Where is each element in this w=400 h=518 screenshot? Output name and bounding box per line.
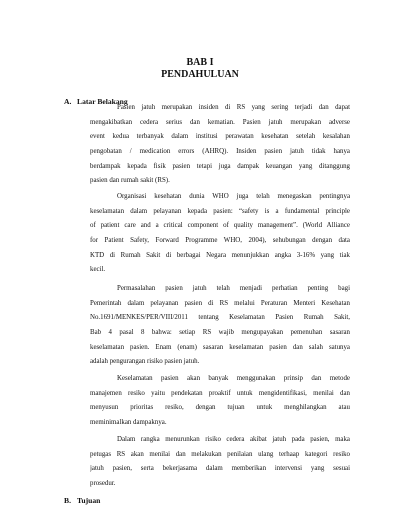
text-line: menyusun prioritas resiko, dengan tujuan untuk menghilangkan atau bbox=[90, 404, 350, 412]
section-number: A. bbox=[64, 97, 72, 106]
text-line: keselamatan dalam pelayanan kepada pasien: “safety is a fundamental principle bbox=[90, 207, 350, 215]
text-line: prosedur. bbox=[90, 480, 116, 488]
text-line: KTD di Rumah Sakit di berbagai Negara menunjukkan angka 3-16% yang tiak bbox=[90, 251, 350, 259]
chapter-number: BAB I bbox=[186, 57, 214, 68]
section-title: Tujuan bbox=[77, 496, 101, 505]
section-heading-tujuan bbox=[64, 496, 100, 505]
text-line: Pasien jatuh merupakan insiden di RS yang sering terjadi dan dapat bbox=[117, 104, 350, 111]
text-line: jatuh pasien, serta bekerjasama dalam memberikan intervensi yang sesuai bbox=[90, 465, 350, 473]
text-line: Bab 4 pasal 8 bahwa: setiap RS wajib mengupayakan pemenuhan sasaran bbox=[90, 329, 350, 337]
text-line: kecil. bbox=[90, 266, 106, 274]
section-title: Latar Belakang bbox=[77, 97, 128, 106]
text-line: event kedua terbanyak dalam institusi perawatan kesehatan setelah kesalahan bbox=[90, 133, 350, 141]
text-line: pengobatan / medication errors (AHRQ). Insiden pasien jatuh tidak hanya bbox=[90, 148, 350, 156]
section-number: B. bbox=[64, 496, 71, 505]
text-line: Organisasi kesehatan dunia WHO juga telah menegaskan pentingnya bbox=[117, 193, 350, 200]
paragraph-2 bbox=[90, 190, 350, 278]
text-line: mengakibatkan cedera serius dan kematian. Pasien jatuh merupakan adverse bbox=[90, 118, 350, 126]
text-line: keselamatan pasien. Enam (enam) sasaran keselamatan pasien dan salah satunya bbox=[90, 343, 350, 351]
paragraph-5 bbox=[90, 433, 350, 492]
text-line: No.1691/MENKES/PER/VIII/2011 tentang Keselamatan Pasien Rumah Sakit, bbox=[90, 314, 350, 322]
text-line: Dalam rangka menurunkan risiko cedera akibat jatuh pada pasien, maka bbox=[117, 436, 350, 443]
text-line: of patient care and a critical component of quality management”. (World Alliance bbox=[90, 222, 350, 230]
paragraph-4 bbox=[90, 372, 350, 431]
text-line: meminimalkan dampaknya. bbox=[90, 419, 167, 427]
paragraph-1 bbox=[90, 101, 350, 189]
text-line: for Patient Safety, Forward Programme WHO, 2004), sehubungan dengan data bbox=[90, 237, 350, 245]
text-line: Keselamatan pasien akan banyak menggunakan prinsip dan metode bbox=[117, 375, 350, 382]
text-line: Pemerintah dalam pelayanan pasien di RS melalui Peraturan Menteri Kesehatan bbox=[90, 299, 350, 307]
text-line: petugas RS akan menilai dan melakukan penilaian ulang terhaap kategori resiko bbox=[90, 450, 350, 458]
paragraph-3 bbox=[90, 282, 350, 370]
text-line: adalah pengurangan risiko pasien jatuh. bbox=[90, 358, 200, 366]
text-line: Permasalahan pasien jatuh telah menjadi perhatian penting bagi bbox=[117, 285, 350, 292]
text-line: pasien dan rumah sakit (RS). bbox=[90, 177, 170, 185]
chapter-title: PENDAHULUAN bbox=[161, 69, 239, 80]
text-line: berdampak kepada fisik pasien tetapi juga dampak keuangan yang ditanggung bbox=[90, 162, 350, 170]
text-line: manajemen resiko yaitu pendekatan proaktif untuk mengidentifikasi, menilai dan bbox=[90, 389, 350, 397]
